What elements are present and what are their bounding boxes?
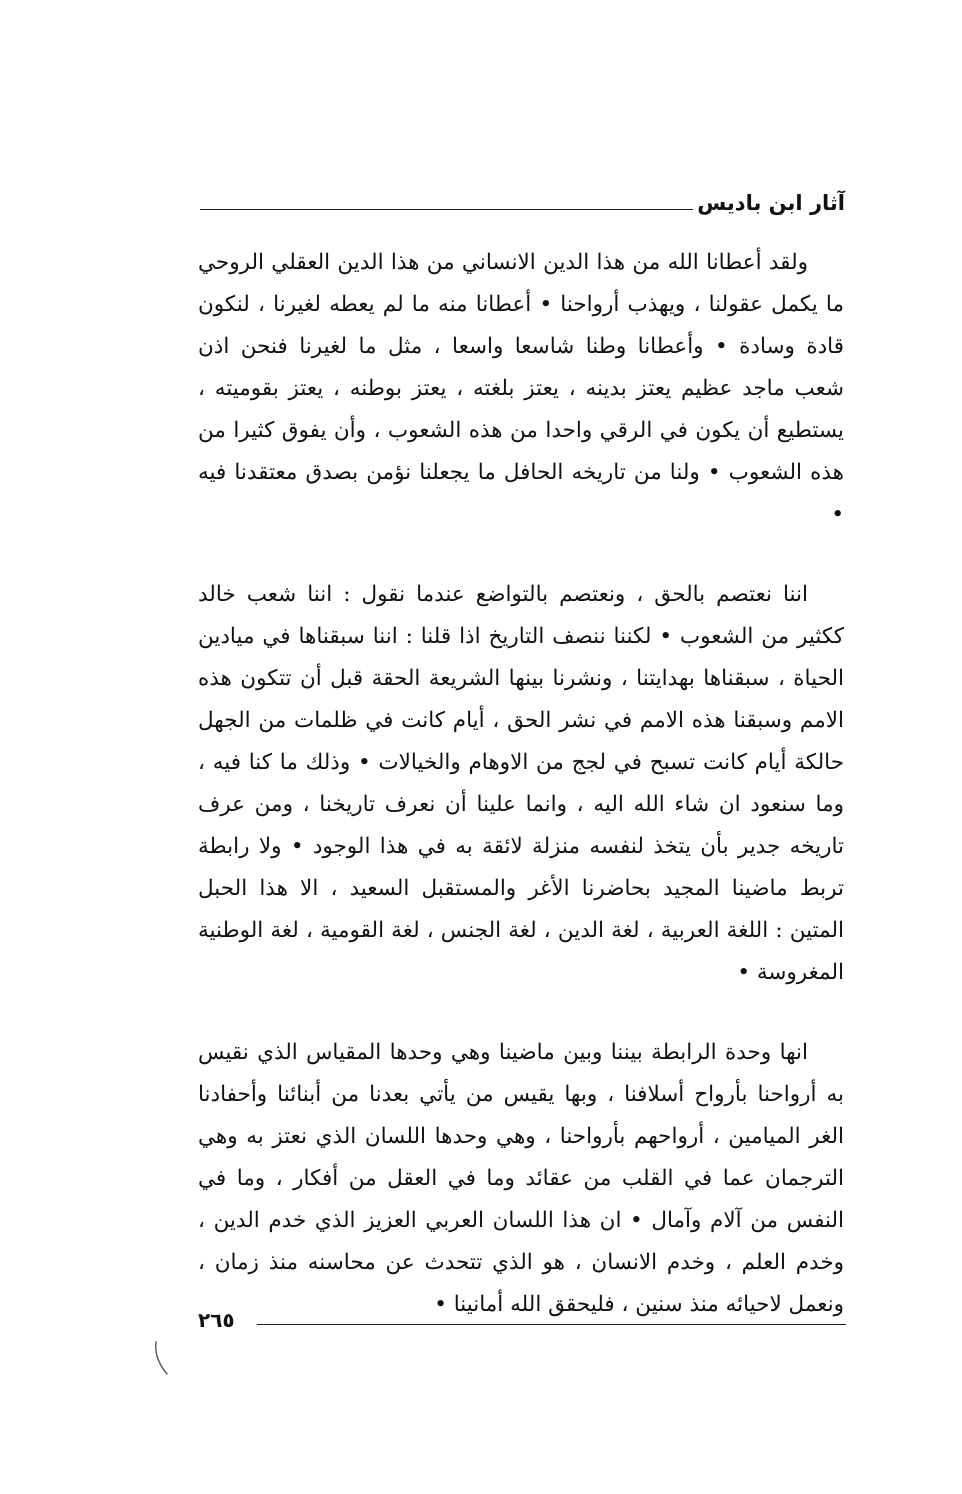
body-text [198, 242, 844, 1326]
page-number: ٢٦٥ [198, 1308, 235, 1332]
paragraph-1: ولقد أعطانا الله من هذا الدين الانساني من هذا الدين العقلي الروحي ما يكمل عقولنا ، ويهذب أرواحنا • أعطانا منه ما لم يعطه لغيرنا ، لنكون قادة وسادة • وأعطانا وطنا شاسعا واسعا ، مثل ما لغيرنا فنحن اذن شعب ماجد عظيم يعتز بدينه ، يعتز بلغته ، يعتز بوطنه ، يعتز بقوميته ، يستطيع أن يكون في الرقي واحدا من هذه الشعوب ، وأن يفوق كثيرا من هذه الشعوب • ولنا من تاريخه الحافل ما يجعلنا نؤمن بصدق معتقدنا فيه • [198, 250, 844, 527]
book-title: آثار ابن باديس [697, 191, 845, 215]
running-header [200, 188, 845, 220]
footer-rule [257, 1324, 846, 1325]
paragraph-3: انها وحدة الرابطة بيننا وبين ماضينا وهي وحدها المقياس الذي نقيس به أرواحنا بأرواح أسلافنا ، وبها يقيس من يأتي بعدنا من أبنائنا وأحفادنا الغر الميامين ، أرواحهم بأرواحنا ، وهي وحدها اللسان الذي نعتز به وهي الترجمان عما في القلب من عقائد وما في العقل من أفكار ، وما في النفس من آلام وآمال • ان هذا اللسان العربي العزيز الذي خدم الدين ، وخدم العلم ، وخدم الانسان ، هو الذي تتحدث عن محاسنه منذ زمان ، ونعمل لاحيائه منذ سنين ، فليحقق الله أمانينا • [198, 1040, 844, 1317]
header-rule [200, 209, 693, 210]
page-footer [198, 1300, 846, 1334]
paragraph-2: اننا نعتصم بالحق ، ونعتصم بالتواضع عندما نقول : اننا شعب خالد ككثير من الشعوب • لكننا ننصف التاريخ اذا قلنا : اننا سبقناها في ميادين الحياة ، سبقناها بهدايتنا ، ونشرنا بينها الشريعة الحقة قبل أن تتكون هذه الامم وسبقنا هذه الامم في نشر الحق ، أيام كانت في ظلمات من الجهل حالكة أيام كانت تسبح في لجج من الاوهام والخيالات • وذلك ما كنا فيه ، وما سنعود ان شاء الله اليه ، وانما علينا أن نعرف تاريخنا ، ومن عرف تاريخه جدير بأن يتخذ لنفسه منزلة لائقة به في هذا الوجود • ولا رابطة تربط ماضينا المجيد بحاضرنا الأغر والمستقبل السعيد ، الا هذا الحبل المتين : اللغة العربية ، لغة الدين ، لغة الجنس ، لغة القومية ، لغة الوطنية المغروسة • [198, 582, 844, 985]
margin-pencil-mark [150, 1340, 180, 1380]
